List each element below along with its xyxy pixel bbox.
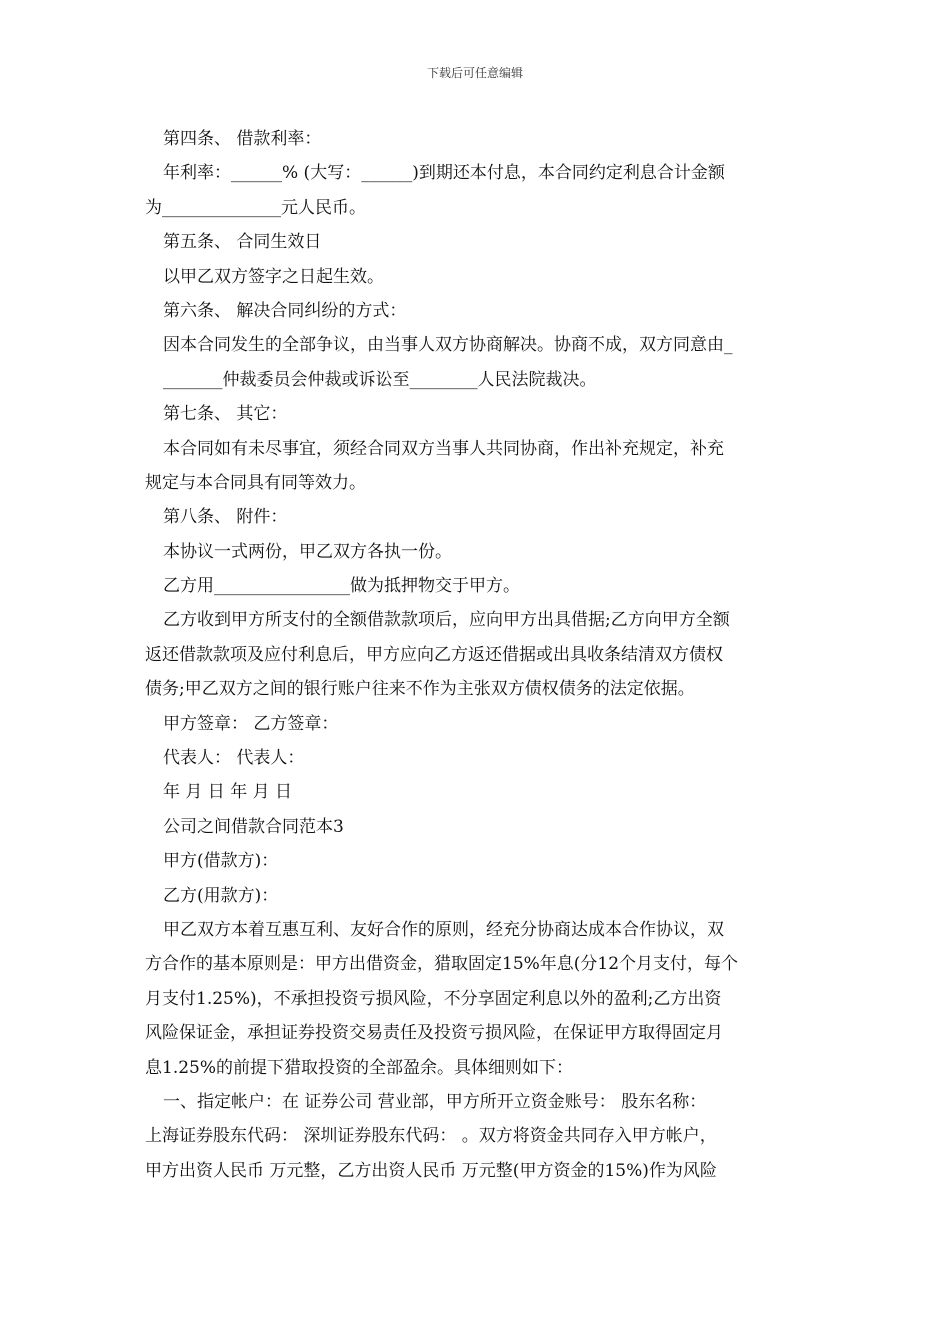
text-line: 乙方(用款方)： [163,885,279,906]
text-line: 本协议一式两份，甲乙双方各执一份。 [163,541,452,562]
text-line: 甲方(借款方)： [163,851,279,872]
text-line: 第四条、 借款利率： [163,129,322,149]
text-line: 公司之间借款合同范本3 [163,816,344,837]
text-line: 规定与本合同具有同等效力。 [145,472,366,493]
text-line: 年 月 日 年 月 日 [163,782,293,803]
text-line: 乙方收到甲方所支付的全额借款款项后，应向甲方出具借据;乙方向甲方全额 [163,610,730,631]
text-line: 为______________元人民币。 [145,197,366,218]
text-line: 代表人： 代表人： [163,748,305,769]
text-line: 年利率：______% (大写：______)到期还本付息，本合同约定利息合计金额 [163,163,725,184]
document-body [145,122,813,1188]
text-line: 本合同如有未尽事宜，须经合同双方当事人共同协商，作出补充规定，补充 [163,438,724,459]
text-line: 以甲乙双方签字之日起生效。 [163,266,384,287]
text-line: 甲方签章： 乙方签章： [163,713,339,734]
text-line: 第五条、 合同生效日 [163,232,322,253]
page-header: 下载后可任意编辑 [426,66,523,80]
text-line: 因本合同发生的全部争议，由当事人双方协商解决。协商不成，双方同意由_ [163,335,733,356]
text-line: 甲乙双方本着互惠互利、友好合作的原则，经充分协商达成本合作协议，双 [163,919,724,940]
text-line: 甲方出资人民币 万元整，乙方出资人民币 万元整(甲方资金的15%)作为风险 [145,1160,717,1181]
text-line: 息1.25%的前提下猎取投资的全部盈余。具体细则如下： [145,1057,574,1078]
text-line: _______仲裁委员会仲裁或诉讼至________人民法院裁决。 [163,369,597,390]
text-line: 第八条、 附件： [163,507,288,528]
text-line: 债务;甲乙双方之间的银行账户往来不作为主张双方债权债务的法定依据。 [145,679,695,700]
text-line: 风险保证金，承担证券投资交易责任及投资亏损风险，在保证甲方取得固定月 [145,1023,723,1044]
text-line: 第七条、 其它： [163,404,288,425]
text-line: 返还借款款项及应付利息后，甲方应向乙方返还借据或出具收条结清双方债权 [145,644,723,665]
text-line: 第六条、 解决合同纠纷的方式： [163,300,407,321]
text-line: 月支付1.25%)，不承担投资亏损风险，不分享固定利息以外的盈利;乙方出资 [145,988,722,1009]
text-line: 一、指定帐户：在 证券公司 营业部，甲方所开立资金账号： 股东名称： [163,1091,707,1112]
text-line: 乙方用________________做为抵押物交于甲方。 [163,576,520,597]
text-line: 上海证券股东代码： 深圳证券股东代码： 。双方将资金共同存入甲方帐户， [145,1126,717,1147]
text-line: 方合作的基本原则是：甲方出借资金，猎取固定15%年息(分12个月支付，每个 [145,954,739,975]
